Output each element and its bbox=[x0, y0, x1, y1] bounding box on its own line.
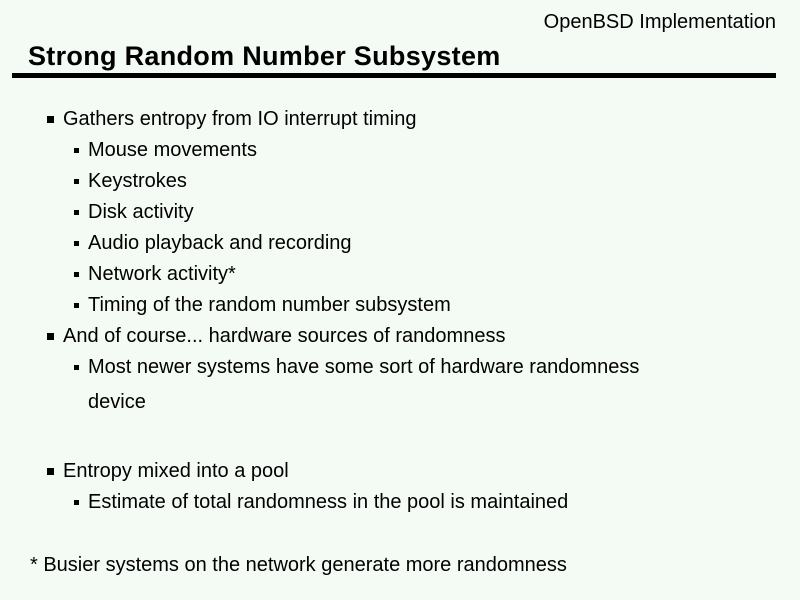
bullet-item bbox=[0, 164, 760, 199]
bullet-text: Network activity* bbox=[88, 263, 236, 285]
bullet-text: Estimate of total randomness in the pool is maintained bbox=[88, 491, 569, 513]
bullet-square-icon bbox=[47, 116, 54, 123]
bullet-item bbox=[0, 350, 760, 420]
bullet-square-icon bbox=[74, 148, 79, 153]
bullet-text: Entropy mixed into a pool bbox=[63, 460, 289, 482]
bullet-square-icon bbox=[47, 333, 54, 340]
bullet-text: Gathers entropy from IO interrupt timing bbox=[63, 108, 417, 130]
bullet-item bbox=[0, 133, 760, 168]
bullet-item bbox=[0, 288, 760, 323]
bullet-square-icon bbox=[74, 210, 79, 215]
bullet-item bbox=[0, 102, 760, 137]
bullet-item bbox=[0, 195, 760, 230]
bullet-square-icon bbox=[74, 179, 79, 184]
bullet-square-icon bbox=[47, 468, 54, 475]
slide-header-label: OpenBSD Implementation bbox=[543, 11, 776, 33]
bullet-square-icon bbox=[74, 500, 79, 505]
page-title: Strong Random Number Subsystem bbox=[28, 41, 501, 71]
bullet-item bbox=[0, 226, 760, 261]
bullet-list bbox=[0, 102, 760, 516]
bullet-item bbox=[0, 257, 760, 292]
bullet-square-icon bbox=[74, 272, 79, 277]
bullet-text: Mouse movements bbox=[88, 139, 257, 161]
footnote-text: * Busier systems on the network generate more randomness bbox=[30, 554, 567, 576]
bullet-text: Timing of the random number subsystem bbox=[88, 294, 451, 316]
bullet-text: Audio playback and recording bbox=[88, 232, 352, 254]
vertical-spacer bbox=[0, 416, 760, 454]
bullet-square-icon bbox=[74, 303, 79, 308]
bullet-text: And of course... hardware sources of randomness bbox=[63, 325, 506, 347]
title-underline-rule bbox=[12, 73, 776, 78]
bullet-square-icon bbox=[74, 365, 79, 370]
bullet-text: Disk activity bbox=[88, 201, 194, 223]
bullet-item bbox=[0, 454, 760, 489]
bullet-item bbox=[0, 319, 760, 354]
bullet-item bbox=[0, 485, 760, 520]
bullet-square-icon bbox=[74, 241, 79, 246]
bullet-text: Most newer systems have some sort of hardware randomness device bbox=[88, 356, 640, 413]
bullet-text: Keystrokes bbox=[88, 170, 187, 192]
